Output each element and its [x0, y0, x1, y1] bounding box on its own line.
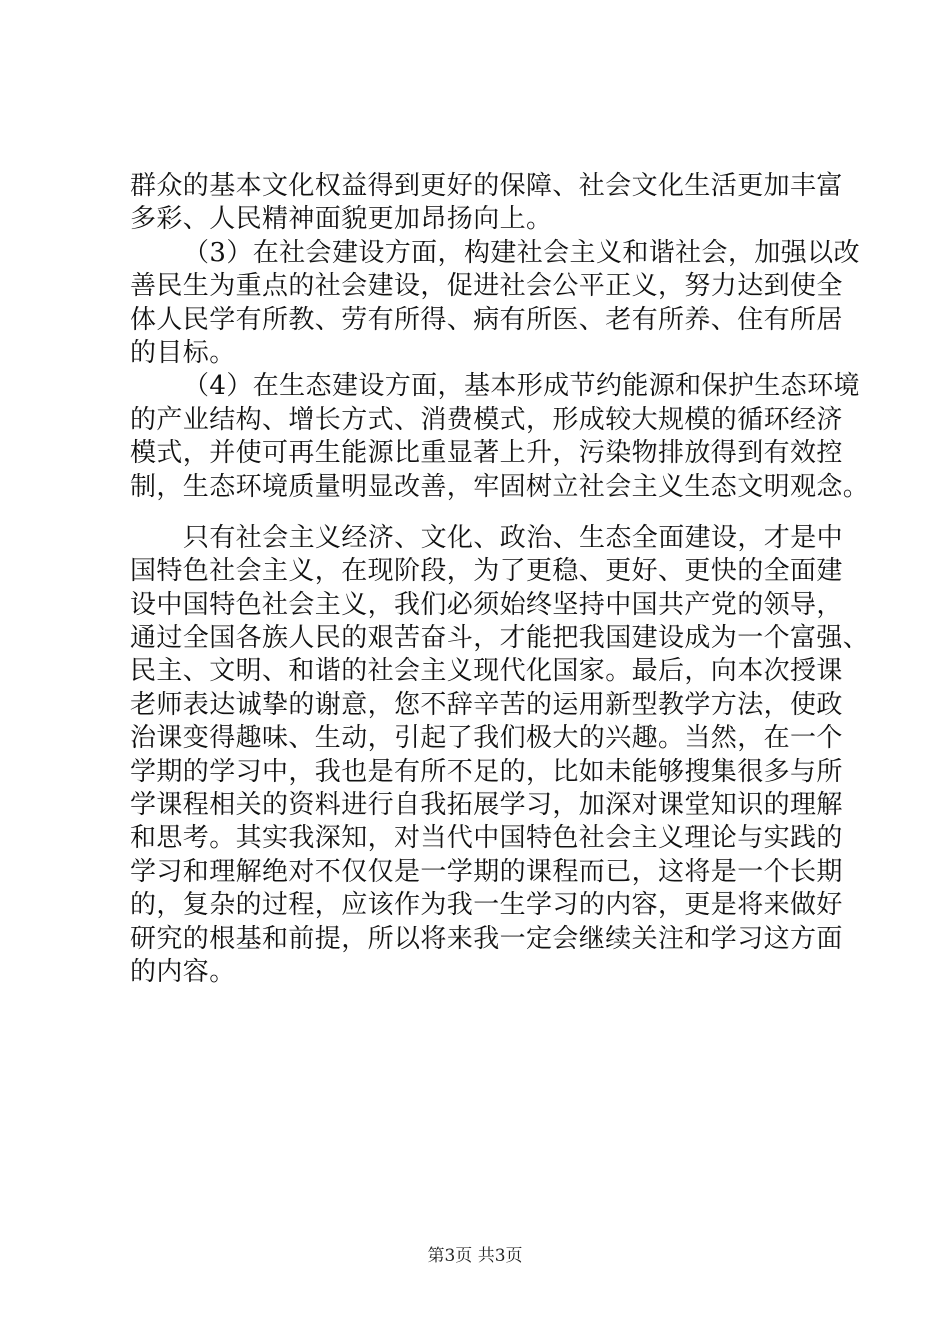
text-line: 的，复杂的过程，应该作为我一生学习的内容，更是将来做好 [130, 890, 843, 921]
paragraph-culture-continued [130, 170, 843, 237]
paragraph-conclusion [130, 522, 870, 989]
text-line: 的产业结构、增长方式、消费模式，形成较大规模的循环经济 [130, 404, 843, 435]
text-line: 的内容。 [130, 956, 236, 987]
text-line: 和思考。其实我深知，对当代中国特色社会主义理论与实践的 [130, 823, 843, 854]
text-line: 设中国特色社会主义，我们必须始终坚持中国共产党的领导， [130, 589, 843, 620]
paragraph-spacer [130, 504, 835, 522]
paragraph-social-construction [130, 237, 860, 371]
text-line: 只有社会主义经济、文化、政治、生态全面建设，才是中 [183, 522, 844, 553]
text-line: 学习和理解绝对不仅仅是一学期的课程而已，这将是一个长期 [130, 856, 843, 887]
text-line: 国特色社会主义，在现阶段，为了更稳、更好、更快的全面建 [130, 556, 843, 587]
text-line: 体人民学有所教、劳有所得、病有所医、老有所养、住有所居 [130, 304, 843, 335]
text-line: 老师表达诚挚的谢意，您不辞辛苦的运用新型教学方法，使政 [130, 689, 843, 720]
text-line: 通过全国各族人民的艰苦奋斗，才能把我国建设成为一个富强、 [130, 623, 870, 654]
text-line: 群众的基本文化权益得到更好的保障、社会文化生活更加丰富 [130, 171, 843, 201]
text-line: 的目标。 [130, 337, 236, 368]
text-line: 模式，并使可再生能源比重显著上升，污染物排放得到有效控 [130, 438, 843, 469]
text-line: （3）在社会建设方面，构建社会主义和谐社会，加强以改 [183, 237, 860, 268]
page-number-footer: 第3页 共3页 [427, 1246, 523, 1266]
text-line: （4）在生态建设方面，基本形成节约能源和保护生态环境 [183, 371, 860, 402]
text-line: 民主、文明、和谐的社会主义现代化国家。最后，向本次授课 [130, 656, 843, 687]
text-line: 学课程相关的资料进行自我拓展学习，加深对课堂知识的理解 [130, 790, 843, 821]
paragraph-ecological-construction [130, 370, 870, 504]
document-body [130, 170, 870, 989]
text-line: 学期的学习中，我也是有所不足的，比如未能够搜集很多与所 [130, 756, 843, 787]
text-line: 善民生为重点的社会建设，促进社会公平正义，努力达到使全 [130, 271, 843, 302]
text-line: 制，生态环境质量明显改善，牢固树立社会主义生态文明观念。 [130, 471, 870, 502]
text-line: 多彩、人民精神面貌更加昂扬向上。 [130, 204, 553, 235]
text-line: 治课变得趣味、生动，引起了我们极大的兴趣。当然，在一个 [130, 723, 843, 754]
text-line: 研究的根基和前提，所以将来我一定会继续关注和学习这方面 [130, 923, 843, 954]
